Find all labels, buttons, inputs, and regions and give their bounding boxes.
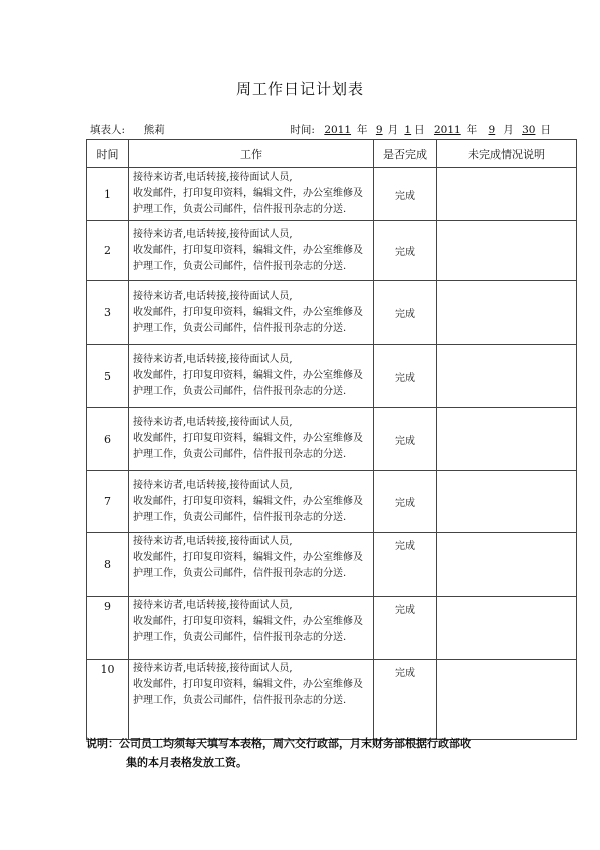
work-line: 收发邮件，打印复印资料，编辑文件，办公室维修及	[133, 306, 363, 318]
day-cell: 9	[87, 597, 129, 660]
work-line: 接待来访者,电话转接,接待面试人员,	[133, 600, 293, 611]
day-cell: 10	[87, 660, 129, 740]
work-line: 护理工作，负责公司邮件，信件报刊杂志的分送.	[133, 568, 347, 579]
day-cell: 2	[87, 221, 129, 281]
work-line: 护理工作，负责公司邮件，信件报刊杂志的分送.	[133, 386, 347, 397]
work-line: 护理工作，负责公司邮件，信件报刊杂志的分送.	[133, 260, 347, 272]
work-line: 接待来访者,电话转接,接待面试人员,	[133, 417, 293, 428]
year-char: 年	[466, 124, 478, 136]
start-year: 2011	[324, 124, 352, 136]
remark-cell	[437, 221, 577, 281]
table-row	[87, 533, 577, 597]
day-cell: 6	[87, 408, 129, 471]
header-remark: 未完成情况说明	[437, 140, 577, 168]
work-cell	[129, 281, 374, 345]
end-day: 30	[522, 124, 536, 136]
header-time: 时间	[87, 140, 129, 168]
day-cell: 1	[87, 168, 129, 221]
remark-cell	[437, 471, 577, 533]
work-line: 护理工作，负责公司邮件，信件报刊杂志的分送.	[133, 204, 347, 215]
status-cell: 完成	[374, 345, 437, 408]
work-line: 接待来访者,电话转接,接待面试人员,	[133, 479, 293, 491]
footnote	[86, 734, 471, 772]
work-line: 收发邮件，打印复印资料，编辑文件，办公室维修及	[133, 495, 363, 507]
remark-cell	[437, 345, 577, 408]
form-meta	[90, 122, 551, 137]
day-cell: 7	[87, 471, 129, 533]
status-cell: 完成	[374, 471, 437, 533]
work-line: 收发邮件，打印复印资料，编辑文件，办公室维修及	[133, 679, 363, 690]
work-line: 收发邮件，打印复印资料，编辑文件，办公室维修及	[133, 616, 363, 627]
work-cell	[129, 533, 374, 597]
work-cell	[129, 597, 374, 660]
work-line: 接待来访者,电话转接,接待面试人员,	[133, 228, 293, 240]
table-row	[87, 408, 577, 471]
work-cell	[129, 471, 374, 533]
filler-name: 熊莉	[143, 124, 165, 136]
footnote-line-1: 说明：公司员工均须每天填写本表格，周六交行政部，月末财务部根据行政部收	[86, 737, 471, 750]
day-char: 日	[540, 124, 551, 136]
year-char: 年	[357, 124, 368, 136]
table-row	[87, 660, 577, 740]
table-row	[87, 471, 577, 533]
work-line: 接待来访者,电话转接,接待面试人员,	[133, 172, 293, 183]
status-cell: 完成	[374, 597, 437, 660]
work-line: 护理工作，负责公司邮件，信件报刊杂志的分送.	[133, 632, 347, 643]
work-line: 收发邮件，打印复印资料，编辑文件，办公室维修及	[133, 188, 363, 199]
table-row	[87, 168, 577, 221]
remark-cell	[437, 660, 577, 740]
header-status: 是否完成	[374, 140, 437, 168]
work-line: 收发邮件，打印复印资料，编辑文件，办公室维修及	[133, 370, 363, 381]
remark-cell	[437, 168, 577, 221]
month-char: 月	[503, 124, 514, 136]
day-cell: 3	[87, 281, 129, 345]
footnote-line-2: 集的本月表格发放工资。	[126, 756, 247, 769]
table-row	[87, 597, 577, 660]
table-row	[87, 281, 577, 345]
work-line: 收发邮件，打印复印资料，编辑文件，办公室维修及	[133, 552, 363, 563]
header-work: 工作	[129, 140, 374, 168]
work-cell	[129, 345, 374, 408]
start-month: 9	[375, 124, 383, 136]
day-cell: 5	[87, 345, 129, 408]
status-cell: 完成	[374, 660, 437, 740]
end-year: 2011	[433, 124, 461, 136]
work-line: 护理工作，负责公司邮件，信件报刊杂志的分送.	[133, 449, 347, 460]
time-label: 时间:	[290, 124, 315, 136]
work-cell	[129, 168, 374, 221]
work-line: 收发邮件，打印复印资料，编辑文件，办公室维修及	[133, 244, 363, 256]
work-line: 接待来访者,电话转接,接待面试人员,	[133, 663, 293, 674]
work-line: 收发邮件，打印复印资料，编辑文件，办公室维修及	[133, 433, 363, 444]
status-cell: 完成	[374, 533, 437, 597]
end-month: 9	[488, 124, 496, 136]
work-cell	[129, 660, 374, 740]
remark-cell	[437, 408, 577, 471]
work-cell	[129, 221, 374, 281]
status-cell: 完成	[374, 281, 437, 345]
table-row	[87, 345, 577, 408]
work-line: 接待来访者,电话转接,接待面试人员,	[133, 536, 293, 547]
remark-cell	[437, 533, 577, 597]
status-cell: 完成	[374, 221, 437, 281]
work-log-table	[86, 139, 577, 740]
work-line: 护理工作，负责公司邮件，信件报刊杂志的分送.	[133, 695, 347, 706]
table-header-row	[87, 140, 577, 168]
filler-label: 填表人:	[90, 124, 126, 136]
remark-cell	[437, 597, 577, 660]
page-title: 周工作日记计划表	[235, 80, 364, 98]
status-cell: 完成	[374, 168, 437, 221]
work-line: 接待来访者,电话转接,接待面试人员,	[133, 290, 293, 302]
day-char: 日	[414, 124, 425, 136]
work-line: 护理工作，负责公司邮件，信件报刊杂志的分送.	[133, 322, 347, 334]
start-day: 1	[404, 124, 412, 136]
month-char: 月	[387, 124, 399, 136]
work-line: 接待来访者,电话转接,接待面试人员,	[133, 354, 293, 365]
table-row	[87, 221, 577, 281]
work-cell	[129, 408, 374, 471]
day-cell: 8	[87, 533, 129, 597]
remark-cell	[437, 281, 577, 345]
status-cell: 完成	[374, 408, 437, 471]
work-line: 护理工作，负责公司邮件，信件报刊杂志的分送.	[133, 511, 347, 523]
